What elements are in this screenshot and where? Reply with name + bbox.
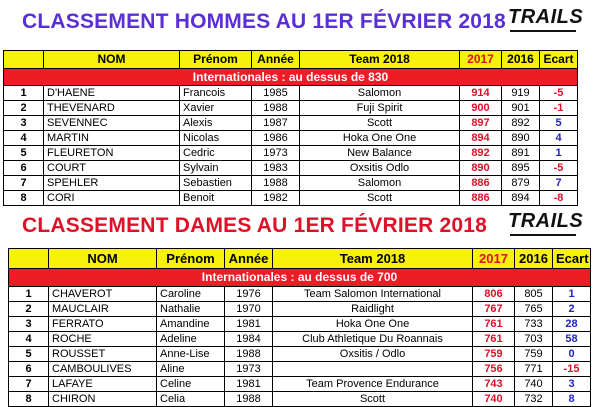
cell-nom: MAUCLAIR	[49, 302, 157, 317]
cell-ecart: 0	[553, 347, 591, 362]
cell-nom: SEVENNEC	[44, 116, 180, 131]
cell-annee: 1982	[252, 191, 300, 206]
cell-2017: 743	[473, 377, 515, 392]
cell-rank: 4	[4, 131, 44, 146]
cell-prenom: Sebastien	[180, 176, 252, 191]
cell-prenom: Adeline	[157, 332, 225, 347]
cell-annee: 1983	[252, 161, 300, 176]
cell-rank: 7	[9, 377, 49, 392]
table-row	[9, 377, 591, 392]
men-ranking-title: CLASSEMENT HOMMES AU 1ER FÉVRIER 2018	[22, 10, 506, 33]
category-banner	[9, 269, 591, 287]
table-row	[4, 176, 578, 191]
cell-2017: 914	[460, 86, 502, 101]
cell-team: Team Salomon International	[273, 287, 473, 302]
cell-team: Hoka One One	[273, 317, 473, 332]
cell-ecart: 4	[540, 131, 578, 146]
cell-rank: 3	[4, 116, 44, 131]
cell-2017: 806	[473, 287, 515, 302]
cell-2016: 891	[502, 146, 540, 161]
header-prenom: Prénom	[157, 249, 225, 269]
cell-2016: 892	[502, 116, 540, 131]
cell-prenom: Xavier	[180, 101, 252, 116]
cell-2017: 900	[460, 101, 502, 116]
header-nom: NOM	[49, 249, 157, 269]
table-row	[9, 392, 591, 407]
cell-ecart: 8	[553, 392, 591, 407]
table-row	[4, 86, 578, 101]
logo-underline	[510, 234, 576, 236]
cell-rank: 7	[4, 176, 44, 191]
trails-logo-text: TRAILS	[508, 210, 584, 232]
cell-team: Team Provence Endurance	[273, 377, 473, 392]
header-annee: Année	[252, 51, 300, 69]
cell-annee: 1981	[225, 377, 273, 392]
cell-ecart: 1	[540, 146, 578, 161]
cell-ecart: 28	[553, 317, 591, 332]
cell-nom: LAFAYE	[49, 377, 157, 392]
cell-team: Raidlight	[273, 302, 473, 317]
cell-team: Oxsitis Odlo	[300, 161, 460, 176]
cell-2017: 892	[460, 146, 502, 161]
cell-2017: 767	[473, 302, 515, 317]
cell-prenom: Francois	[180, 86, 252, 101]
cell-ecart: 7	[540, 176, 578, 191]
cell-2016: 919	[502, 86, 540, 101]
cell-rank: 1	[4, 86, 44, 101]
cell-prenom: Anne-Lise	[157, 347, 225, 362]
cell-2017: 761	[473, 332, 515, 347]
cell-2016: 805	[515, 287, 553, 302]
header-2016: 2016	[515, 249, 553, 269]
cell-2017: 894	[460, 131, 502, 146]
cell-prenom: Celia	[157, 392, 225, 407]
cell-ecart: 58	[553, 332, 591, 347]
cell-ecart: 5	[540, 116, 578, 131]
header-ecart: Ecart	[553, 249, 591, 269]
cell-2017: 756	[473, 362, 515, 377]
banner-text: Internationales : au dessus de 700	[9, 269, 591, 287]
table-row	[4, 131, 578, 146]
cell-annee: 1981	[225, 317, 273, 332]
cell-ecart: -15	[553, 362, 591, 377]
cell-team	[273, 362, 473, 377]
cell-prenom: Aline	[157, 362, 225, 377]
table-header-row	[9, 249, 591, 269]
logo-underline	[510, 30, 576, 32]
cell-nom: MARTIN	[44, 131, 180, 146]
cell-rank: 5	[4, 146, 44, 161]
table-row	[4, 116, 578, 131]
cell-annee: 1988	[252, 176, 300, 191]
cell-2016: 771	[515, 362, 553, 377]
trails-logo	[508, 210, 584, 240]
cell-2016: 895	[502, 161, 540, 176]
table-row	[4, 146, 578, 161]
table-row	[9, 302, 591, 317]
cell-rank: 6	[9, 362, 49, 377]
header-rank	[9, 249, 49, 269]
cell-rank: 1	[9, 287, 49, 302]
cell-nom: CAMBOULIVES	[49, 362, 157, 377]
header-rank	[4, 51, 44, 69]
header-2017: 2017	[473, 249, 515, 269]
cell-annee: 1973	[225, 362, 273, 377]
table-row	[4, 161, 578, 176]
table-row	[9, 362, 591, 377]
cell-2016: 733	[515, 317, 553, 332]
header-team: Team 2018	[273, 249, 473, 269]
table-row	[9, 287, 591, 302]
cell-nom: ROCHE	[49, 332, 157, 347]
cell-annee: 1976	[225, 287, 273, 302]
cell-team: Scott	[300, 191, 460, 206]
cell-2016: 732	[515, 392, 553, 407]
cell-2016: 901	[502, 101, 540, 116]
cell-2016: 879	[502, 176, 540, 191]
cell-prenom: Celine	[157, 377, 225, 392]
cell-nom: THEVENARD	[44, 101, 180, 116]
cell-prenom: Nathalie	[157, 302, 225, 317]
cell-nom: COURT	[44, 161, 180, 176]
cell-2017: 759	[473, 347, 515, 362]
cell-team: New Balance	[300, 146, 460, 161]
cell-nom: D'HAENE	[44, 86, 180, 101]
table-header-row	[4, 51, 578, 69]
cell-nom: ROUSSET	[49, 347, 157, 362]
trails-logo	[508, 6, 584, 36]
cell-team: Salomon	[300, 176, 460, 191]
cell-team: Hoka One One	[300, 131, 460, 146]
cell-2016: 759	[515, 347, 553, 362]
cell-nom: FERRATO	[49, 317, 157, 332]
table-row	[9, 317, 591, 332]
header-nom: NOM	[44, 51, 180, 69]
cell-2016: 740	[515, 377, 553, 392]
cell-nom: CORI	[44, 191, 180, 206]
header-2016: 2016	[502, 51, 540, 69]
cell-2017: 740	[473, 392, 515, 407]
table-row	[9, 347, 591, 362]
cell-prenom: Cedric	[180, 146, 252, 161]
cell-annee: 1986	[252, 131, 300, 146]
cell-rank: 6	[4, 161, 44, 176]
cell-team: Scott	[300, 116, 460, 131]
cell-nom: CHIRON	[49, 392, 157, 407]
women-ranking-title: CLASSEMENT DAMES AU 1ER FÉVRIER 2018	[22, 214, 488, 237]
header-prenom: Prénom	[180, 51, 252, 69]
cell-rank: 8	[4, 191, 44, 206]
cell-ecart: 3	[553, 377, 591, 392]
table-row	[9, 332, 591, 347]
banner-text: Internationales : au dessus de 830	[4, 69, 578, 86]
cell-2017: 886	[460, 176, 502, 191]
cell-nom: FLEURETON	[44, 146, 180, 161]
header-ecart: Ecart	[540, 51, 578, 69]
cell-team: Salomon	[300, 86, 460, 101]
cell-annee: 1988	[225, 392, 273, 407]
cell-ecart: -1	[540, 101, 578, 116]
cell-annee: 1987	[252, 116, 300, 131]
cell-2017: 761	[473, 317, 515, 332]
header-team: Team 2018	[300, 51, 460, 69]
cell-2016: 765	[515, 302, 553, 317]
cell-prenom: Nicolas	[180, 131, 252, 146]
header-2017: 2017	[460, 51, 502, 69]
cell-nom: SPEHLER	[44, 176, 180, 191]
category-banner	[4, 69, 578, 86]
cell-2016: 890	[502, 131, 540, 146]
cell-rank: 4	[9, 332, 49, 347]
cell-ecart: -5	[540, 86, 578, 101]
cell-team: Fuji Spirit	[300, 101, 460, 116]
cell-prenom: Alexis	[180, 116, 252, 131]
cell-rank: 8	[9, 392, 49, 407]
men-ranking-table	[3, 50, 578, 206]
cell-prenom: Sylvain	[180, 161, 252, 176]
trails-logo-text: TRAILS	[508, 6, 584, 28]
cell-ecart: -5	[540, 161, 578, 176]
table-row	[4, 191, 578, 206]
cell-prenom: Amandine	[157, 317, 225, 332]
cell-annee: 1985	[252, 86, 300, 101]
cell-annee: 1973	[252, 146, 300, 161]
cell-rank: 5	[9, 347, 49, 362]
cell-2017: 886	[460, 191, 502, 206]
cell-2016: 703	[515, 332, 553, 347]
cell-2016: 894	[502, 191, 540, 206]
cell-nom: CHAVEROT	[49, 287, 157, 302]
cell-annee: 1970	[225, 302, 273, 317]
cell-team: Oxsitis / Odlo	[273, 347, 473, 362]
cell-annee: 1988	[252, 101, 300, 116]
women-ranking-table	[8, 248, 591, 407]
cell-2017: 890	[460, 161, 502, 176]
cell-ecart: -8	[540, 191, 578, 206]
cell-prenom: Benoit	[180, 191, 252, 206]
header-annee: Année	[225, 249, 273, 269]
cell-ecart: 2	[553, 302, 591, 317]
cell-annee: 1988	[225, 347, 273, 362]
cell-team: Scott	[273, 392, 473, 407]
cell-rank: 3	[9, 317, 49, 332]
cell-rank: 2	[4, 101, 44, 116]
cell-2017: 897	[460, 116, 502, 131]
cell-annee: 1984	[225, 332, 273, 347]
cell-rank: 2	[9, 302, 49, 317]
table-row	[4, 101, 578, 116]
cell-team: Club Athletique Du Roannais	[273, 332, 473, 347]
cell-ecart: 1	[553, 287, 591, 302]
cell-prenom: Caroline	[157, 287, 225, 302]
